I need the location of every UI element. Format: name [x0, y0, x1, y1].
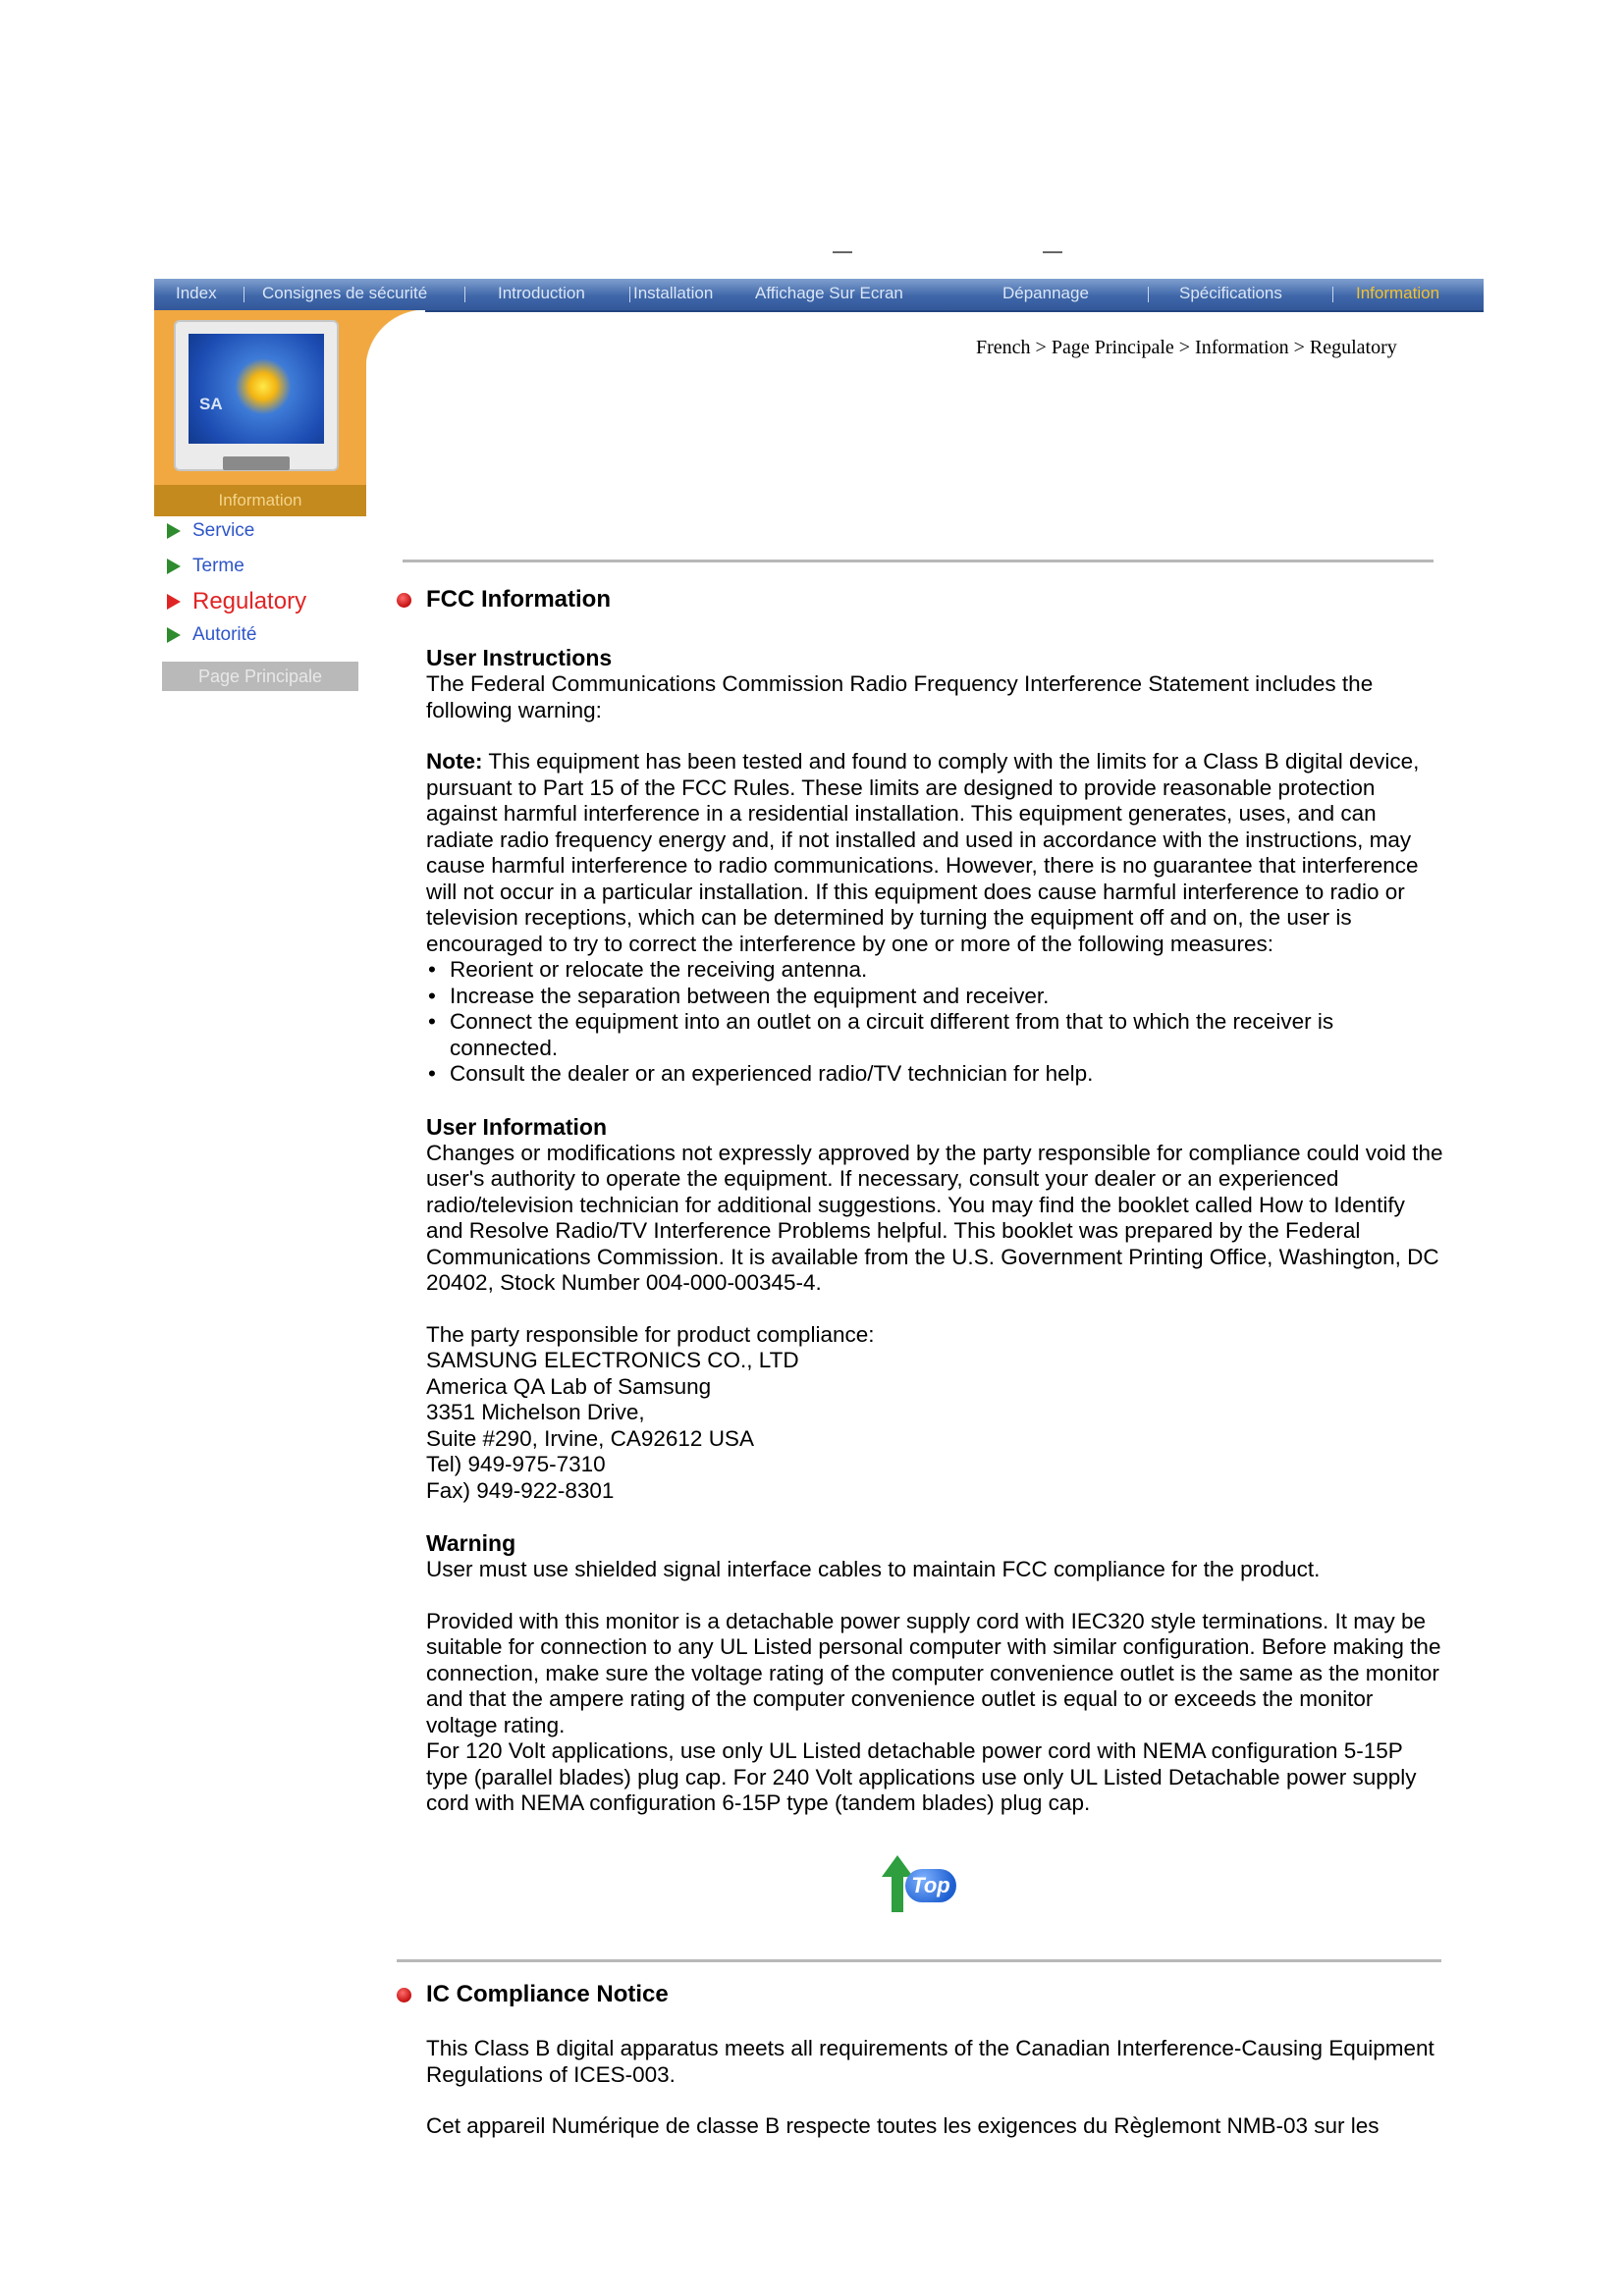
top-mark	[833, 251, 852, 253]
red-bullet-icon	[397, 1988, 411, 2002]
party-line: Suite #290, Irvine, CA92612 USA	[426, 1425, 754, 1451]
sidebar-item-label[interactable]: Service	[192, 520, 255, 541]
back-to-top-button[interactable]	[882, 1855, 960, 1918]
breadcrumb: French > Page Principale > Information > Regulatory	[976, 337, 1397, 358]
power-cord-text: Provided with this monitor is a detachable power supply cord with IEC320 style terminations. It may be suitable for connection to any UL Listed personal computer with similar configuration. Before making the connection, make sure the voltage rating of the computer convenience outlet is the same as the monitor and that the ampere rating of the computer convenience outlet is equal to or exceeds the monitor voltage rating.	[426, 1608, 1441, 1737]
sidebar-item-label[interactable]: Autorité	[192, 624, 257, 645]
note-paragraph	[426, 749, 1447, 957]
up-arrow-icon	[882, 1855, 913, 1877]
ic-english-text: This Class B digital apparatus meets all requirements of the Canadian Interference-Causing Equipment Regulations of ICES-003.	[426, 2036, 1435, 2087]
party-line: SAMSUNG ELECTRONICS CO., LTD	[426, 1348, 799, 1372]
nav-separator	[464, 287, 465, 302]
list-item: • Consult the dealer or an experienced radio/TV technician for help.	[426, 1061, 1447, 1088]
note-label: Note:	[426, 749, 483, 774]
fcc-section-title: FCC Information	[426, 586, 611, 613]
sidebar-item-label[interactable]: Regulatory	[192, 588, 307, 614]
volt-text: For 120 Volt applications, use only UL Listed detachable power cord with NEMA configuration 5-15P type (parallel blades) plug cap. For 240 Volt applications use only UL Listed Detachable power supply cord with NEMA configuration 6-15P type (tandem blades) plug cap.	[426, 1738, 1417, 1815]
sidebar-item-label[interactable]: Terme	[192, 556, 244, 576]
fcc-content	[426, 644, 1447, 1817]
warning-heading: Warning	[426, 1530, 516, 1556]
ic-content	[426, 2036, 1447, 2140]
note-text: This equipment has been tested and found to comply with the limits for a Class B digital device, pursuant to Part 15 of the FCC Rules. These limits are designed to provide reasonable protection against harmful interference in a residential installation. This equipment generates, uses, and can radiate radio frequency energy and, if not installed and used in accordance with the instructions, may cause harmful interference to radio communications. However, there is no guarantee that interference will not occur in a particular installation. If this equipment does cause harmful interference to radio or television receptions, which can be determined by turning the equipment off and on, the user is encouraged to try to correct the interference by one or more of the following measures:	[426, 749, 1420, 956]
sidebar-section-title: Information	[154, 485, 366, 516]
list-item: • Increase the separation between the equipment and receiver.	[426, 984, 1447, 1010]
party-line: Tel) 949-975-7310	[426, 1452, 606, 1476]
top-decoration	[833, 251, 1068, 255]
monitor-stand	[223, 456, 290, 470]
user-information-heading: User Information	[426, 1113, 608, 1140]
top-mark	[1043, 251, 1062, 253]
arrow-right-icon	[167, 523, 181, 539]
list-item: • Connect the equipment into an outlet on a circuit different from that to which the receiver is connected.	[426, 1009, 1447, 1061]
nav-separator	[1332, 287, 1333, 302]
monitor-screen	[189, 334, 324, 444]
arrow-right-icon	[167, 559, 181, 574]
measures-list	[426, 957, 1447, 1088]
nav-item-installation[interactable]: Installation	[633, 284, 714, 302]
nav-item-index[interactable]: Index	[176, 284, 217, 302]
nav-item-introduction[interactable]: Introduction	[498, 284, 585, 302]
section-divider	[403, 560, 1434, 562]
ic-section-title: IC Compliance Notice	[426, 1981, 669, 2007]
top-label[interactable]: Top	[905, 1869, 956, 1902]
home-button[interactable]: Page Principale	[162, 662, 358, 691]
nav-item-information[interactable]: Information	[1356, 284, 1440, 302]
user-instructions-heading: User Instructions	[426, 645, 613, 670]
arrow-right-icon	[167, 594, 181, 610]
user-information-text: Changes or modifications not expressly approved by the party responsible for compliance could void the user's authority to operate the equipment. If necessary, consult your dealer or an experienced radio/television technician for additional suggestions. You may find the booklet called How to Identify and Resolve Radio/TV Interference Problems helpful. This booklet was prepared by the Federal Communications Commission. It is available from the U.S. Government Printing Office, Washington, DC 20402, Stock Number 004-000-00345-4.	[426, 1140, 1443, 1295]
monitor-image	[174, 320, 339, 471]
party-line: Fax) 949-922-8301	[426, 1477, 615, 1503]
nav-item-troubleshooting[interactable]: Dépannage	[1002, 284, 1089, 302]
nav-separator	[1148, 287, 1149, 302]
nav-item-osd[interactable]: Affichage Sur Ecran	[755, 284, 903, 302]
nav-separator	[629, 287, 630, 302]
section-divider	[397, 1959, 1441, 1962]
sidebar-header	[154, 310, 366, 516]
warning-text: User must use shielded signal interface cables to maintain FCC compliance for the product.	[426, 1557, 1321, 1581]
sidebar-corner-curve	[366, 310, 425, 369]
monitor-logo: SA	[199, 395, 223, 413]
party-line: America QA Lab of Samsung	[426, 1373, 712, 1399]
red-bullet-icon	[397, 593, 411, 608]
list-item: • Reorient or relocate the receiving antenna.	[426, 957, 1447, 984]
up-arrow-shaft	[892, 1877, 903, 1912]
arrow-right-icon	[167, 627, 181, 643]
party-line: 3351 Michelson Drive,	[426, 1400, 645, 1424]
ic-french-text: Cet appareil Numérique de classe B respecte toutes les exigences du Règlemont NMB-03 sur les	[426, 2113, 1380, 2138]
user-instructions-text: The Federal Communications Commission Radio Frequency Interference Statement includes the following warning:	[426, 671, 1374, 722]
nav-item-safety[interactable]: Consignes de sécurité	[262, 284, 428, 302]
top-navbar	[154, 279, 1484, 312]
party-line: The party responsible for product compliance:	[426, 1321, 875, 1347]
nav-item-specifications[interactable]: Spécifications	[1179, 284, 1282, 302]
